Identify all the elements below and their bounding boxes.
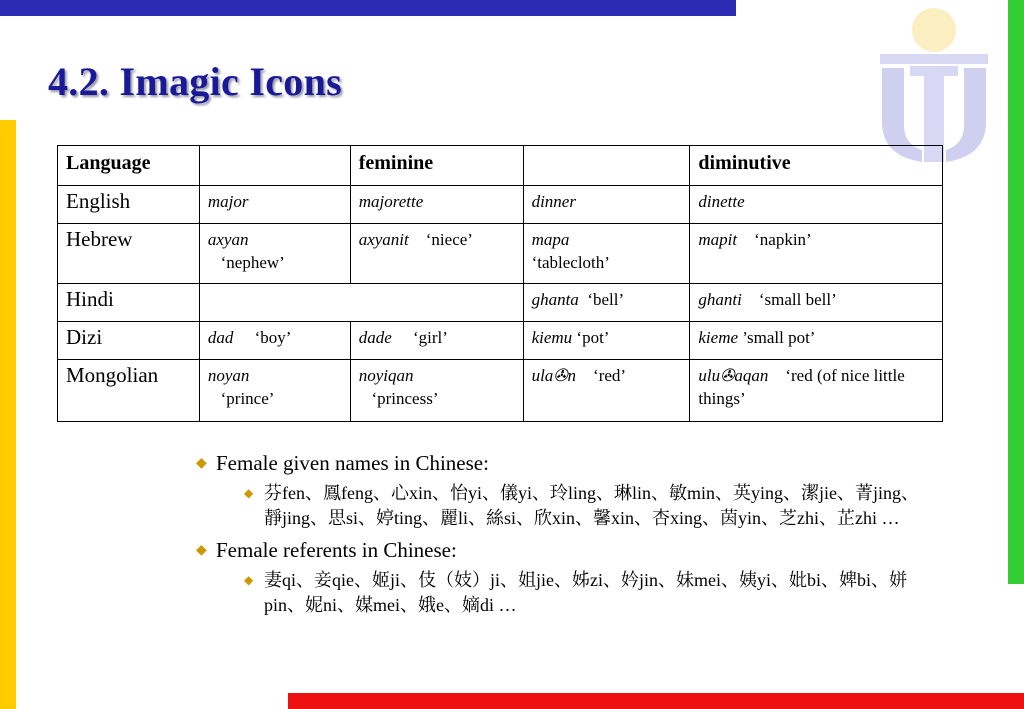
word: kieme — [698, 328, 739, 347]
word: kiemu — [531, 328, 573, 347]
header-feminine: feminine — [350, 146, 523, 186]
word-cell — [199, 322, 350, 360]
word-cell — [690, 186, 943, 224]
word: noyiqan — [358, 366, 414, 385]
gloss: ‘boy’ — [254, 328, 292, 347]
sub-bullet-item — [244, 568, 926, 618]
gloss: ‘tablecloth’ — [531, 253, 610, 272]
word: majorette — [358, 192, 424, 211]
diamond-bullet-icon: ◆ — [244, 486, 254, 500]
gloss: ‘bell’ — [587, 290, 625, 309]
word-cell — [523, 284, 690, 322]
gloss: ‘nephew’ — [220, 253, 285, 272]
diamond-bullet-icon: ◆ — [244, 573, 254, 587]
word-cell — [350, 360, 523, 422]
word-cell — [350, 224, 523, 284]
gloss: ‘red (of nice little things’ — [698, 366, 905, 408]
sub-bullet-text: 芬fen、鳳feng、心xin、怡yi、儀yi、玲ling、琳lin、敏min、英ying、潔jie、菁jing、靜jing、思si、婷ting、麗li、絲si、欣xin、馨xin、杏xing、茵yin、芝zhi、芷zhi … — [264, 483, 919, 528]
sub-bullet-text: 妻qi、妾qie、姬ji、伎（妓）ji、姐jie、姊zi、妗jin、妹mei、姨yi、妣bi、婢bi、姘pin、妮ni、媒mei、娥e、嫡di … — [264, 570, 907, 615]
slide-title: 4.2. Imagic Icons — [48, 59, 342, 104]
right-accent-bar — [1008, 0, 1024, 584]
word-cell — [523, 224, 690, 284]
header-diminutive: diminutive — [690, 146, 943, 186]
word: dinner — [531, 192, 576, 211]
word-cell — [690, 322, 943, 360]
bullet-list — [196, 450, 926, 624]
table-row — [58, 224, 943, 284]
language-name: Dizi — [58, 322, 200, 360]
word: noyan — [207, 366, 250, 385]
gloss: ‘napkin’ — [754, 230, 812, 249]
gloss: ‘princess’ — [371, 389, 439, 408]
diamond-bullet-icon: ◆ — [196, 456, 207, 471]
word: mapit — [698, 230, 738, 249]
header-blank-1 — [199, 146, 350, 186]
word-cell — [199, 224, 350, 284]
word: dad — [207, 328, 234, 347]
gloss: ‘pot’ — [576, 328, 610, 347]
header-blank-2 — [523, 146, 690, 186]
left-accent-bar — [0, 120, 16, 709]
word: ghanta — [531, 290, 579, 309]
bullet-item — [196, 537, 926, 564]
word: axyan — [207, 230, 249, 249]
table-header-row — [58, 146, 943, 186]
word-cell — [523, 186, 690, 224]
bullet-text: Female given names in Chinese: — [216, 451, 489, 475]
sub-bullet-item — [244, 481, 926, 531]
diamond-bullet-icon: ◆ — [196, 543, 207, 558]
bullet-text: Female referents in Chinese: — [216, 538, 457, 562]
table-row — [58, 360, 943, 422]
bullet-item — [196, 450, 926, 477]
table-row — [58, 186, 943, 224]
word: ghanti — [698, 290, 742, 309]
word: mapa — [531, 230, 570, 249]
gloss: ’small pot’ — [742, 328, 816, 347]
top-accent-bar — [0, 0, 736, 16]
language-name: Hebrew — [58, 224, 200, 284]
word: ulu✇aqan — [698, 366, 769, 385]
word-cell — [350, 186, 523, 224]
gloss: ‘prince’ — [220, 389, 275, 408]
table-row — [58, 322, 943, 360]
language-name: English — [58, 186, 200, 224]
word-cell — [523, 360, 690, 422]
bottom-accent-bar — [288, 693, 1024, 709]
word-cell — [199, 360, 350, 422]
gloss: ‘girl’ — [413, 328, 448, 347]
gloss: ‘small bell’ — [758, 290, 837, 309]
gloss: ‘red’ — [593, 366, 627, 385]
gloss: ‘niece’ — [425, 230, 473, 249]
language-table — [57, 145, 943, 422]
word-cell — [350, 322, 523, 360]
word-cell — [690, 224, 943, 284]
word: axyanit — [358, 230, 409, 249]
word: major — [207, 192, 249, 211]
word: ula✇n — [531, 366, 577, 385]
table-row — [58, 284, 943, 322]
word: dade — [358, 328, 392, 347]
word-cell — [523, 322, 690, 360]
word-cell — [690, 360, 943, 422]
word-cell — [690, 284, 943, 322]
empty-cell — [199, 284, 523, 322]
word-cell — [199, 186, 350, 224]
language-name: Mongolian — [58, 360, 200, 422]
header-language: Language — [58, 146, 200, 186]
word: dinette — [698, 192, 745, 211]
language-name: Hindi — [58, 284, 200, 322]
